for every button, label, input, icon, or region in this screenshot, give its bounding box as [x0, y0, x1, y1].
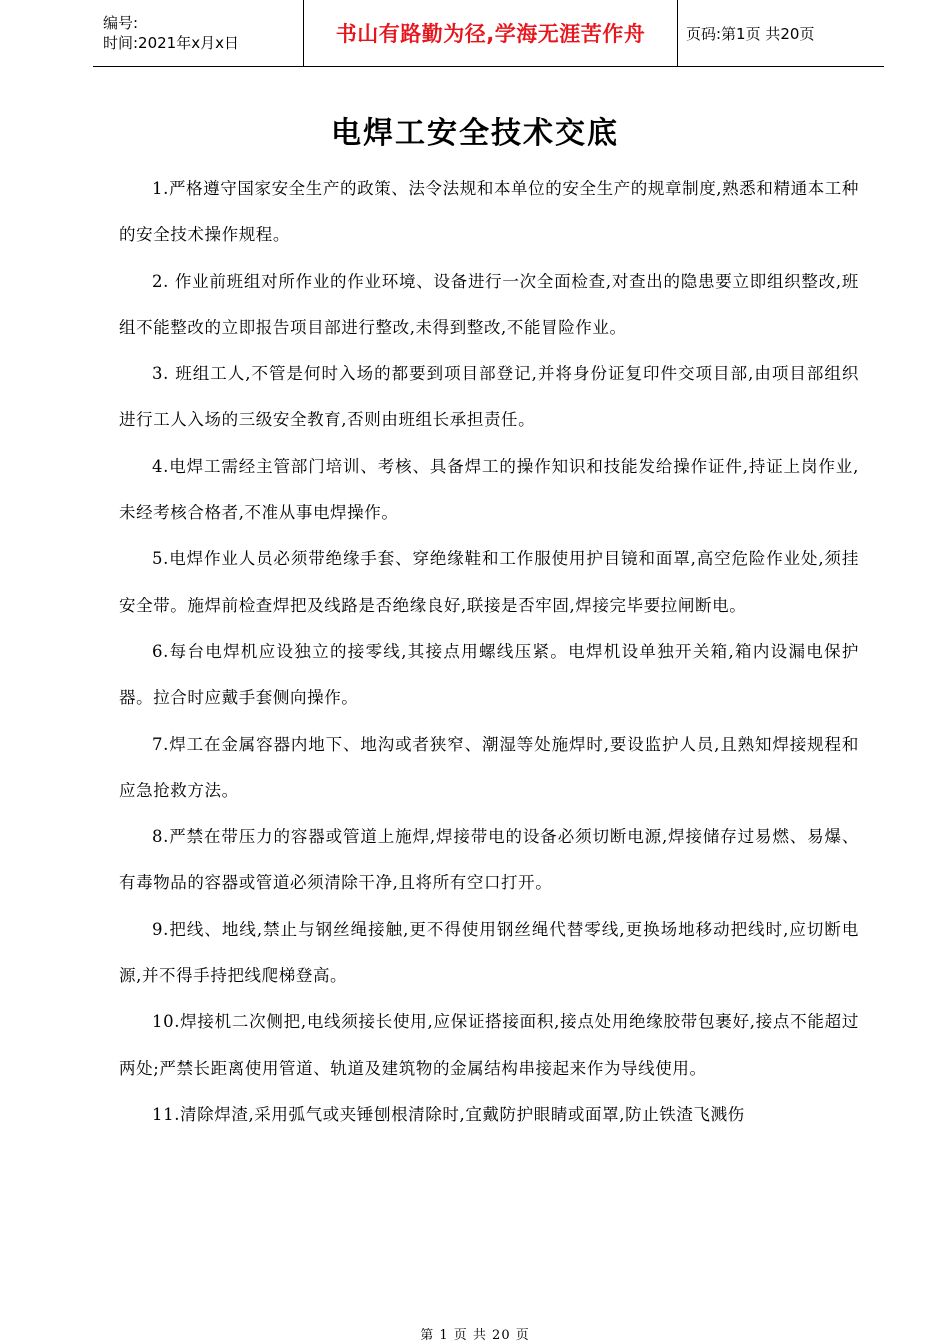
header-meta: [93, 0, 304, 67]
paragraph: 4.电焊工需经主管部门培训、考核、具备焊工的操作知识和技能发给操作证件,持证上岗作业,未经考核合格者,不准从事电焊操作。: [119, 456, 859, 523]
page-footer: 第 1 页 共 20 页: [420, 1328, 530, 1343]
paragraph: 11.清除焊渣,采用弧气或夹锤刨根清除时,宜戴防护眼睛或面罩,防止铁渣飞溅伤: [152, 1104, 745, 1124]
paragraph: 10.焊接机二次侧把,电线须接长使用,应保证搭接面积,接点处用绝缘胶带包裹好,接点不能超过两处;严禁长距离使用管道、轨道及建筑物的金属结构串接起来作为导线使用。: [119, 1012, 859, 1078]
serial-label: 编号:: [103, 14, 139, 32]
document-body: [119, 166, 859, 1138]
page-header: [93, 0, 884, 67]
paragraph: 7.焊工在金属容器内地下、地沟或者狭窄、潮湿等处施焊时,要设监护人员,且熟知焊接规程和应急抢救方法。: [119, 734, 859, 800]
paragraph: 3. 班组工人,不管是何时入场的都要到项目部登记,并将身份证复印件交项目部,由项目部组织进行工人入场的三级安全教育,否则由班组长承担责任。: [119, 364, 859, 430]
paragraph: 6.每台电焊机应设独立的接零线,其接点用螺线压紧。电焊机设单独开关箱,箱内设漏电保护器。拉合时应戴手套侧向操作。: [119, 641, 859, 708]
paragraph: 1.严格遵守国家安全生产的政策、法令法规和本单位的安全生产的规章制度,熟悉和精通本工种的安全技术操作规程。: [119, 179, 859, 245]
header-page-number: 页码:第1页 共20页: [678, 0, 885, 67]
paragraph: 8.严禁在带压力的容器或管道上施焊,焊接带电的设备必须切断电源,焊接储存过易燃、易爆、有毒物品的容器或管道必须清除干净,且将所有空口打开。: [119, 827, 859, 893]
document-title: 电焊工安全技术交底: [331, 116, 619, 151]
header-motto: 书山有路勤为径,学海无涯苦作舟: [304, 0, 678, 67]
paragraph: 2. 作业前班组对所作业的作业环境、设备进行一次全面检查,对查出的隐患要立即组织整改,班组不能整改的立即报告项目部进行整改,未得到整改,不能冒险作业。: [119, 271, 859, 337]
paragraph: 9.把线、地线,禁止与钢丝绳接触,更不得使用钢丝绳代替零线,更换场地移动把线时,应切断电源,并不得手持把线爬梯登高。: [119, 919, 859, 986]
time-label: 时间:2021年x月x日: [103, 34, 239, 52]
paragraph: 5.电焊作业人员必须带绝缘手套、穿绝缘鞋和工作服使用护目镜和面罩,高空危险作业处,须挂安全带。施焊前检查焊把及线路是否绝缘良好,联接是否牢固,焊接完毕要拉闸断电。: [119, 549, 859, 615]
